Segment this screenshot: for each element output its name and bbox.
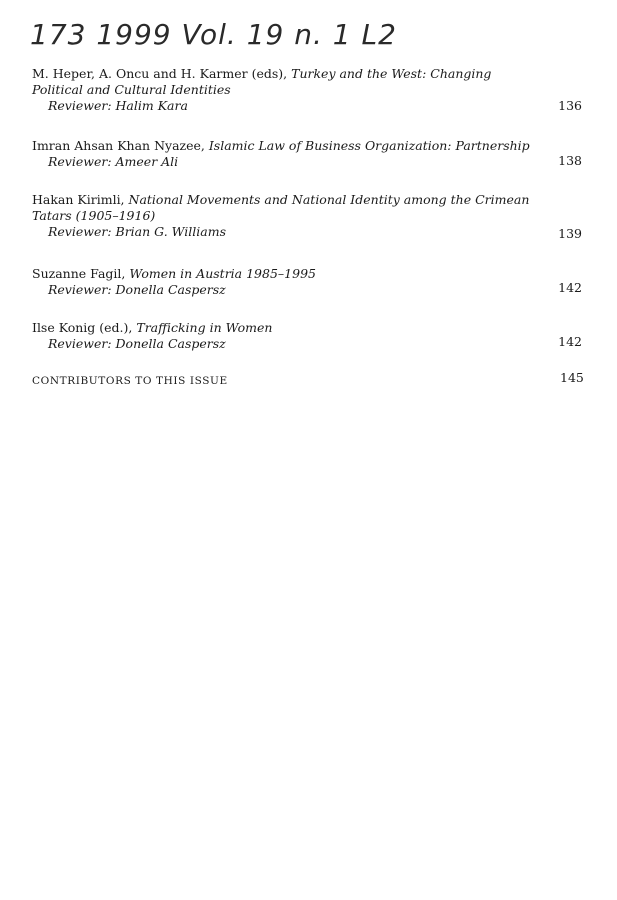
entry-author: Suzanne Fagil, — [32, 266, 130, 281]
review-entry — [32, 138, 592, 170]
entry-reviewer: Reviewer: Ameer Ali — [48, 154, 179, 169]
entry-title-continued: Tatars (1905–1916) — [32, 208, 156, 223]
entry-reviewer: Reviewer: Donella Caspersz — [48, 282, 226, 297]
entry-title: Women in Austria 1985–1995 — [129, 266, 316, 281]
entry-reviewer: Reviewer: Brian G. Williams — [48, 224, 226, 239]
entry-title: Trafficking in Women — [136, 320, 273, 335]
entry-author: Imran Ahsan Khan Nyazee, — [32, 138, 209, 153]
entry-title-continued: Political and Cultural Identities — [32, 82, 231, 97]
entry-title: Turkey and the West: Changing — [291, 66, 492, 81]
entry-title: Islamic Law of Business Organization: Partnership — [208, 138, 530, 153]
entry-page-number: 136 — [558, 98, 582, 113]
entry-author: Hakan Kirimli, — [32, 192, 129, 207]
review-entry — [32, 320, 592, 352]
entry-page-number: 142 — [558, 334, 582, 349]
entry-author: M. Heper, A. Oncu and H. Karmer (eds), — [32, 66, 292, 81]
review-entry — [32, 192, 592, 240]
entry-page-number: 139 — [558, 226, 582, 241]
entry-page-number: 142 — [558, 280, 582, 295]
entry-title: National Movements and National Identity among the Crimean — [128, 192, 530, 207]
entry-reviewer: Reviewer: Halim Kara — [48, 98, 188, 113]
entry-author: Ilse Konig (ed.), — [32, 320, 137, 335]
entry-page-number: 138 — [558, 153, 582, 168]
handwritten-annotation: 173 1999 Vol. 19 n. 1 L2 — [30, 18, 397, 51]
review-entry — [32, 66, 592, 114]
review-entry — [32, 266, 592, 298]
contributors-page-number: 145 — [560, 370, 584, 385]
entry-reviewer: Reviewer: Donella Caspersz — [48, 336, 226, 351]
contributors-heading: CONTRIBUTORS TO THIS ISSUE — [32, 375, 228, 387]
